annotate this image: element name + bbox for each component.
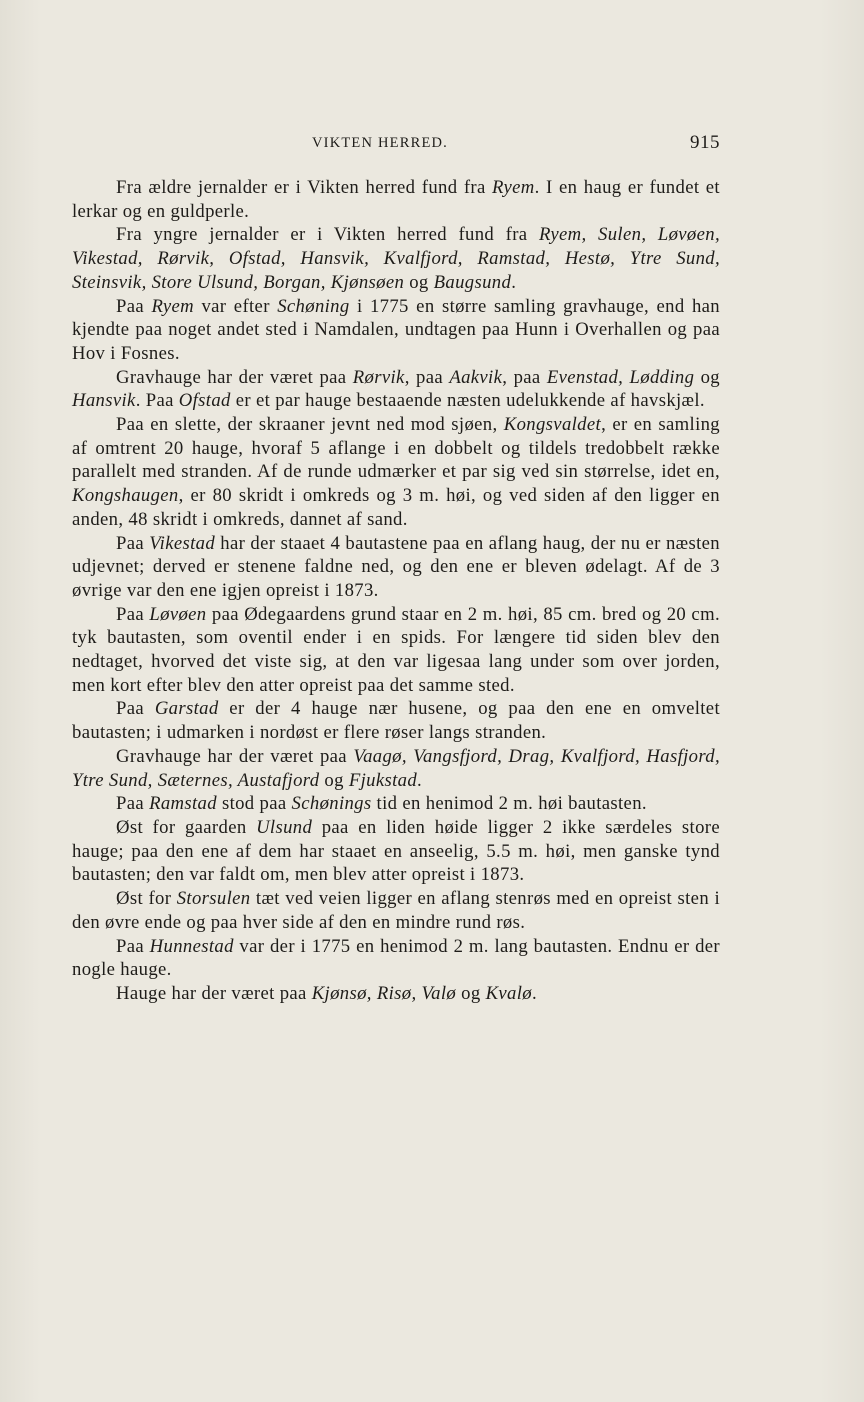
italic-name-run: Baugsund xyxy=(433,271,512,293)
paragraph xyxy=(72,816,720,887)
text-run: tæt ved veien ligger en aflang stenrøs med en opreist sten i den øvre ende og paa hver side af den en mindre rund røs. xyxy=(72,888,720,933)
italic-name-run: Løvøen xyxy=(149,603,207,625)
italic-name-run: Kvalø xyxy=(485,982,532,1004)
paragraph xyxy=(72,366,720,413)
italic-name-run: Schøning xyxy=(277,295,350,317)
italic-name-run: Ramstad xyxy=(149,793,217,815)
italic-name-run: Hansvik xyxy=(72,390,136,412)
italic-name-run: Ryem xyxy=(151,295,195,317)
text-run: Paa xyxy=(116,295,152,317)
text-run: og xyxy=(456,982,486,1004)
italic-name-run: Rørvik xyxy=(352,366,405,388)
text-run: paa Ødegaardens grund staar en 2 m. høi, 85 cm. bred og 20 cm. tyk bautasten, som oventil ender i en spids. For længere tid siden blev den nedtaget, hvorved det viste sig, at den var ligesaa lang under som over jorden, men kort efter blev den atter opreist paa det samme sted. xyxy=(72,603,720,696)
body-text xyxy=(72,176,720,1006)
text-run: er der 4 hauge nær husene, og paa den ene en omveltet bautasten; i udmarken i nordøst er flere røser langs stranden. xyxy=(72,698,720,744)
text-run: Gravhauge har der været paa xyxy=(116,366,353,388)
text-run: Paa en slette, der skraaner jevnt ned mod sjøen, xyxy=(116,414,504,436)
text-run: og xyxy=(319,769,349,791)
italic-name-run: Storsulen xyxy=(176,888,251,910)
text-run: Hauge har der været paa xyxy=(116,982,312,1004)
italic-name-run: Vikestad xyxy=(149,532,216,554)
text-run: Øst for gaarden xyxy=(116,816,257,838)
italic-name-run: Ryem xyxy=(492,177,535,198)
italic-name-run: Hunnestad xyxy=(149,935,234,957)
italic-name-run: Fjukstad xyxy=(348,769,418,791)
italic-name-run: Kjønsø, Risø, Valø xyxy=(311,982,457,1004)
text-run: , er 80 skridt i omkreds og 3 m. høi, og ved siden af den ligger en anden, 48 skridt i omkreds, dannet af sand. xyxy=(72,485,720,530)
text-run: . Paa xyxy=(135,390,179,412)
italic-name-run: Garstad xyxy=(154,698,219,720)
text-run: paa en liden høide ligger 2 ikke særdeles store hauge; paa den ene af dem har staaet en anseelig, 5.5 m. høi, men ganske tynd bautasten; den var faldt om, men blev atter opreist i 1873. xyxy=(72,816,720,886)
paragraph xyxy=(72,745,720,792)
text-run: Gravhauge har der været paa xyxy=(116,745,354,767)
text-run: var efter xyxy=(194,295,278,317)
text-run: . xyxy=(531,982,537,1004)
text-run: var der i 1775 en henimod 2 m. lang bautasten. Endnu er der nogle hauge. xyxy=(72,935,720,981)
paragraph xyxy=(72,413,720,532)
text-run: og xyxy=(694,366,720,388)
text-run: . I en haug er fundet et lerkar og en guldperle. xyxy=(72,177,720,222)
text-run: Paa xyxy=(116,603,150,625)
paragraph xyxy=(72,223,720,294)
text-run: Fra yngre jernalder er i Vikten herred fund fra xyxy=(116,224,539,246)
text-run: har der staaet 4 bautastene paa en aflang haug, der nu er næsten udjevnet; derved er stenene faldne ned, og den ene er bleven ødelagt. Af de 3 øvrige var den ene igjen opreist i 1873. xyxy=(72,532,720,601)
paragraph xyxy=(72,887,720,934)
paragraph xyxy=(72,792,720,816)
paragraph xyxy=(72,532,720,603)
text-run: Paa xyxy=(116,793,150,815)
text-run: Paa xyxy=(116,698,155,720)
italic-name-run: Kongshaugen xyxy=(72,485,179,507)
running-head: VIKTEN HERRED. xyxy=(312,135,449,151)
page-number: 915 xyxy=(690,132,720,153)
paragraph xyxy=(72,935,720,982)
text-run: tid en henimod 2 m. høi bautasten. xyxy=(371,793,647,815)
italic-name-run: Ulsund xyxy=(256,816,313,838)
paragraph xyxy=(72,295,720,366)
text-run: , paa xyxy=(404,366,450,388)
paragraph xyxy=(72,982,720,1006)
text-run: i 1775 en større samling gravhauge, end han kjendte paa noget andet sted i Namdalen, undtagen paa Hunn i Overhallen og paa Hov i Fosnes. xyxy=(72,295,720,364)
paragraph xyxy=(72,603,720,698)
text-run: og xyxy=(404,271,434,293)
italic-name-run: Ofstad xyxy=(178,390,231,412)
text-run: . xyxy=(417,769,423,791)
text-run: Fra ældre jernalder er i Vikten herred fund fra xyxy=(116,177,493,198)
italic-name-run: Aakvik xyxy=(449,366,503,388)
italic-name-run: Kongsvaldet xyxy=(503,414,602,436)
text-run: er et par hauge bestaaende næsten udelukkende af havskjæl. xyxy=(230,390,705,412)
italic-name-run: Schønings xyxy=(291,793,372,815)
italic-name-run: Vaagø, Vangsfjord, Drag, Kvalfjord, Hasfjord, Ytre Sund, Sæternes, Austafjord xyxy=(72,745,720,791)
paragraph xyxy=(72,697,720,744)
paragraph xyxy=(72,176,720,223)
text-run: . xyxy=(511,271,517,293)
text-run: , paa xyxy=(502,366,547,388)
italic-name-run: Ryem, Sulen, Løvøen, Vikestad, Rørvik, Ofstad, Hansvik, Kvalfjord, Ramstad, Hestø, Ytre Sund, Steinsvik, Store Ulsund, Borgan, Kjønsøen xyxy=(72,224,720,293)
text-run: Øst for xyxy=(116,888,177,910)
italic-name-run: Evenstad, Lødding xyxy=(546,366,695,388)
text-run: Paa xyxy=(116,532,150,554)
text-run: stod paa xyxy=(216,793,292,815)
text-run: , er en samling af omtrent 20 hauge, hvoraf 5 aflange i en dobbelt og tildels tredobbelt række parallelt med stranden. Af de runde udmærker et par sig ved sin størrelse, idet en, xyxy=(72,414,720,483)
page-header xyxy=(72,132,720,156)
text-run: Paa xyxy=(116,935,150,957)
